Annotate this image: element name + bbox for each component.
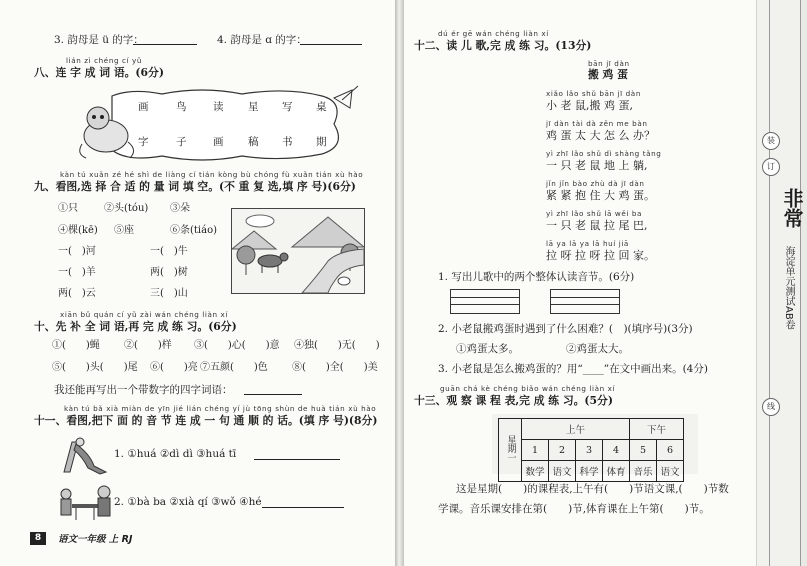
binding-strip — [756, 0, 804, 566]
word-char[interactable]: 期 — [316, 136, 327, 148]
s9-option: ⑥条(tiáo) — [170, 225, 218, 236]
s9-option: ③朵 — [170, 203, 190, 214]
q3-answer-line[interactable] — [133, 44, 197, 45]
binding-mark: 订 — [762, 158, 780, 176]
s9-blank[interactable]: 两( )树 — [150, 267, 188, 278]
s10-extra: 我还能再写出一个带数字的四字词语： — [54, 384, 233, 396]
s10-blank[interactable]: ①( )蝇 — [52, 340, 100, 351]
poem-line-pinyin: jī dàn tài dà zěn me bàn — [546, 119, 648, 128]
period-number: 4 — [603, 440, 630, 461]
landscape-picture — [231, 208, 365, 294]
s9-option: ④棵(kē) — [58, 225, 98, 236]
word-char[interactable]: 写 — [282, 101, 293, 113]
s12-q1: 1. 写出儿歌中的两个整体认读音节。(6分) — [438, 271, 635, 283]
subject-cell: 语文 — [657, 461, 684, 482]
s9-option: ⑤座 — [114, 225, 134, 236]
schedule-corner — [499, 419, 522, 482]
subject-cell: 音乐 — [630, 461, 657, 482]
s12-q2-option: ②鸡蛋太大。 — [566, 343, 629, 355]
binding-mark: 装 — [762, 132, 780, 150]
period-number: 6 — [657, 440, 684, 461]
chess-illustration — [58, 482, 112, 522]
s10-blank[interactable]: ⑥( )亮 — [150, 362, 198, 373]
s12-q2: 2. 小老鼠搬鸡蛋时遇到了什么困难？( )(填序号)(3分) — [438, 323, 693, 335]
s13-title: 十三、观 察 课 程 表,完 成 练 习。(5分) — [414, 394, 613, 407]
s9-blank[interactable]: 一( )河 — [58, 246, 96, 257]
period-number: 2 — [549, 440, 576, 461]
subject-cell: 数学 — [522, 461, 549, 482]
period-number: 5 — [630, 440, 657, 461]
word-char[interactable]: 子 — [176, 136, 187, 148]
s11-q1-line[interactable] — [254, 459, 340, 460]
word-char[interactable]: 桌 — [316, 101, 327, 113]
book-gutter — [395, 0, 404, 566]
word-char[interactable]: 画 — [213, 136, 224, 148]
schedule-am: 上午 — [522, 419, 630, 440]
poem-line: 紧 紧 抱 住 大 鸡 蛋。 — [546, 189, 655, 202]
s13-sentence-2: 学课。音乐课安排在第( )节,体育课在上午第( )节。 — [438, 503, 710, 515]
s9-pinyin: kàn tú xuǎn zé hé shì de liàng cí tián kòng bù chóng fù xuǎn tián xù hào — [60, 170, 364, 179]
s13-sentence-1: 这是星期( )的课程表,上午有( )节语文课,( )节数 — [456, 483, 729, 495]
word-char[interactable]: 书 — [282, 136, 293, 148]
poem-line-pinyin: lā ya lā ya lā huí jiā — [546, 239, 629, 248]
q4-answer-line[interactable] — [300, 44, 362, 45]
page-number: 8 — [30, 532, 46, 545]
answer-box-1[interactable] — [450, 289, 520, 314]
q3-label: 3. 韵母是 ü 的字： — [54, 34, 144, 46]
word-char[interactable]: 稿 — [248, 136, 259, 148]
s8-title: 八、连 字 成 词 语。(6分) — [34, 66, 164, 79]
subject-cell: 科学 — [576, 461, 603, 482]
s11-q1: 1. ①huá ②dì dì ③huá tī — [114, 448, 237, 460]
word-char[interactable]: 读 — [213, 101, 224, 113]
poem-line: 一 只 老 鼠 拉 尾 巴, — [546, 219, 648, 232]
s10-pinyin: xiān bǔ quán cí yǔ zài wán chéng liàn xí — [60, 310, 228, 319]
poem-line: 小 老 鼠,搬 鸡 蛋, — [546, 99, 633, 112]
word-char[interactable]: 字 — [138, 136, 149, 148]
subject-cell: 体育 — [603, 461, 630, 482]
slide-illustration — [60, 436, 110, 476]
s9-option: ①只 — [58, 203, 78, 214]
s9-blank[interactable]: 两( )云 — [58, 288, 96, 299]
period-number: 1 — [522, 440, 549, 461]
s12-q2-option: ①鸡蛋太多。 — [456, 343, 519, 355]
poem-line: 拉 呀 拉 呀 拉 回 家。 — [546, 249, 655, 262]
right-page — [404, 0, 756, 566]
s9-option: ②头(tóu) — [104, 203, 149, 214]
s11-q2-line[interactable] — [262, 507, 344, 508]
s11-q2: 2. ①bà ba ②xià qí ③wǒ ④hé — [114, 496, 262, 508]
word-char[interactable]: 鸟 — [176, 101, 187, 113]
s11-title: 十一、看图,把下 面 的 音 节 连 成 一 句 通 顺 的 话。(填 序 号)(8分) — [34, 414, 378, 427]
s9-blank[interactable]: 三( )山 — [150, 288, 188, 299]
period-number: 3 — [576, 440, 603, 461]
poem-line-pinyin: yì zhī lǎo shǔ lā wěi ba — [546, 209, 643, 218]
s10-title: 十、先 补 全 词 语,再 完 成 练 习。(6分) — [34, 320, 237, 333]
brand-logo: 非常 — [780, 188, 804, 228]
poem-line-pinyin: jǐn jǐn bào zhù dà jī dàn — [546, 179, 645, 188]
series-name: 海淀单元测试AB卷 — [783, 246, 794, 330]
s9-blank[interactable]: 一( )羊 — [58, 267, 96, 278]
word-char[interactable]: 画 — [138, 101, 149, 113]
poem-title: 搬 鸡 蛋 — [588, 68, 628, 81]
s12-q3: 3. 小老鼠是怎么搬鸡蛋的？用“____”在文中画出来。(4分) — [438, 363, 708, 375]
poem-title-pinyin: bān jī dàn — [588, 59, 630, 68]
word-cloud-illustration — [72, 84, 362, 164]
schedule-day: 星期一 — [505, 434, 516, 462]
schedule-pm: 下午 — [630, 419, 684, 440]
s10-blank[interactable]: ③( )心( )意 — [194, 340, 280, 351]
s9-blank[interactable]: 一( )牛 — [150, 246, 188, 257]
s10-blank[interactable]: ⑧( )全( )美 — [292, 362, 378, 373]
poem-line-pinyin: yì zhī lǎo shǔ dì shàng tǎng — [546, 149, 662, 158]
s12-pinyin: dú ér gē wán chéng liàn xí — [438, 29, 549, 38]
subject-cell: 语文 — [549, 461, 576, 482]
s9-title: 九、看图,选 择 合 适 的 量 词 填 空。(不 重 复 选,填 序 号)(6分) — [34, 180, 356, 193]
s10-blank[interactable]: ⑤( )头( )尾 — [52, 362, 138, 373]
poem-line-pinyin: xiǎo lǎo shǔ bān jī dàn — [546, 89, 641, 98]
poem-line: 一 只 老 鼠 地 上 躺, — [546, 159, 648, 172]
binding-mark: 线 — [762, 398, 780, 416]
landscape-drawing — [232, 209, 364, 293]
s10-blank[interactable]: ④独( )无( ) — [294, 340, 380, 351]
left-page — [0, 0, 395, 566]
s8-pinyin: lián zì chéng cí yǔ — [66, 56, 143, 65]
q4-label: 4. 韵母是 ɑ 的字： — [217, 34, 307, 46]
footer-text: 语文一年级 上 RJ — [58, 534, 133, 545]
answer-box-2[interactable] — [550, 289, 620, 314]
s10-blank[interactable]: ⑦五颜( )色 — [200, 362, 268, 373]
s11-pinyin: kàn tú bǎ xià miàn de yīn jié lián chéng yí jù tōng shùn de huà tián xù hào — [64, 404, 377, 413]
s13-pinyin: guān chá kè chéng biǎo wán chéng liàn xí — [440, 384, 616, 393]
word-char[interactable]: 星 — [248, 101, 259, 113]
s10-extra-line[interactable] — [244, 394, 302, 395]
s10-blank[interactable]: ②( )样 — [124, 340, 172, 351]
s12-title: 十二、读 儿 歌,完 成 练 习。(13分) — [414, 39, 592, 52]
class-schedule — [498, 418, 684, 482]
poem-line: 鸡 蛋 太 大 怎 么 办？ — [546, 129, 655, 142]
